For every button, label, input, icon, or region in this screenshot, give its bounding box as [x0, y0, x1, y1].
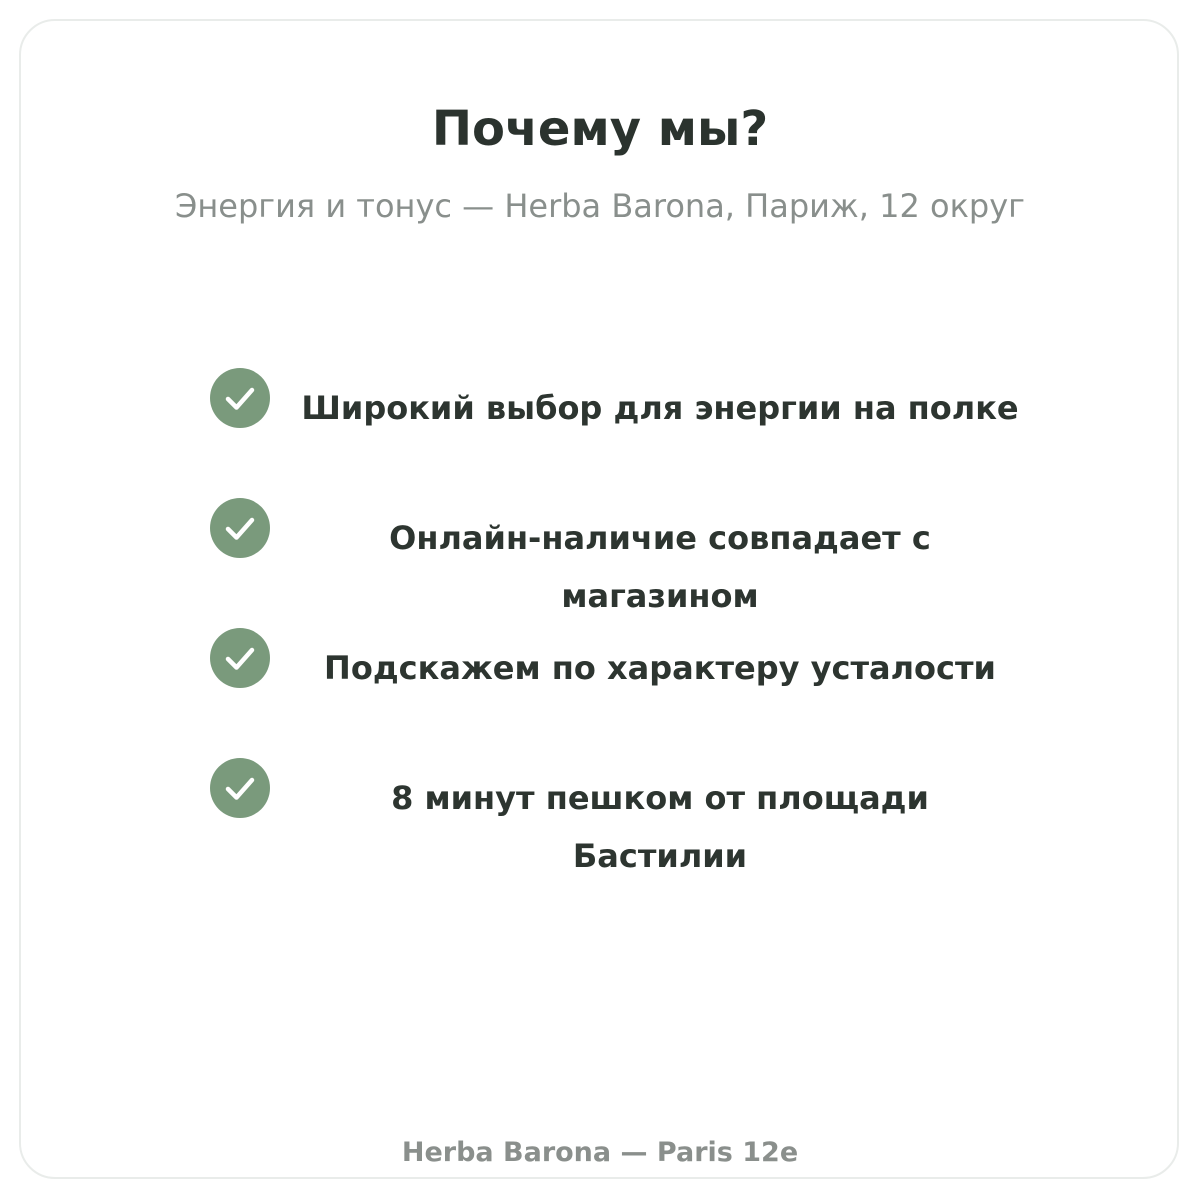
check-circle-icon	[210, 628, 270, 688]
page-title: Почему мы?	[431, 101, 769, 157]
footer-brand: Herba Barona — Paris 12e	[401, 1137, 799, 1168]
check-circle-icon	[210, 498, 270, 558]
check-circle-icon	[210, 368, 270, 428]
benefit-item-text: Подскажем по характеру усталости	[324, 649, 996, 687]
page-subtitle: Энергия и тонус — Herba Barona, Париж, 12 округ	[175, 187, 1025, 225]
benefit-item-text: 8 минут пешком от площади Бастилии	[391, 779, 929, 875]
benefit-item-text: Широкий выбор для энергии на полке	[301, 389, 1019, 427]
benefit-item-text: Онлайн-наличие совпадает с магазином	[389, 519, 931, 615]
check-circle-icon	[210, 758, 270, 818]
